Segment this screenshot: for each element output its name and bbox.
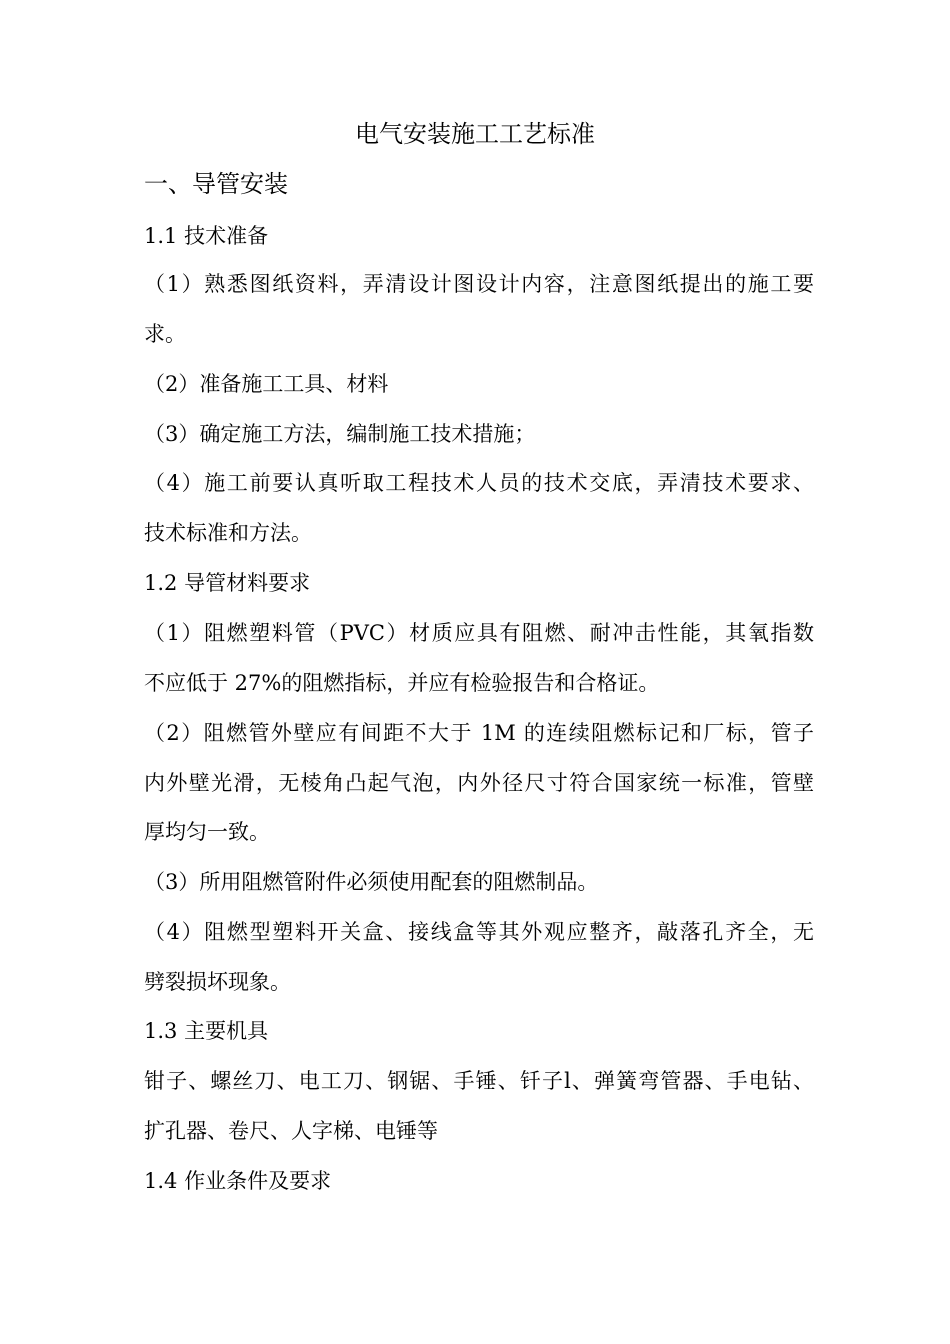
paragraph-line: 求。 (144, 322, 186, 346)
paragraph-line: 内外壁光滑，无棱角凸起气泡，内外径尺寸符合国家统一标准，管壁 (144, 771, 814, 795)
subsection-heading: 1.3 主要机具 (144, 1019, 269, 1043)
subsection-heading: 1.1 技术准备 (144, 224, 269, 248)
paragraph-line: （2）阻燃管外壁应有间距不大于 1M 的连续阻燃标记和厂标，管子 (144, 721, 814, 745)
paragraph-line: 厚均匀一致。 (144, 820, 270, 844)
paragraph-line: （3）确定施工方法，编制施工技术措施； (144, 422, 536, 446)
paragraph-line: （1）熟悉图纸资料，弄清设计图设计内容，注意图纸提出的施工要 (144, 272, 814, 296)
section-heading: 一、导管安装 (144, 170, 288, 198)
paragraph-line: （3）所用阻燃管附件必须使用配套的阻燃制品。 (144, 870, 599, 894)
paragraph-line: （4）阻燃型塑料开关盒、接线盒等其外观应整齐，敲落孔齐全，无 (144, 920, 814, 944)
paragraph-line: （2）准备施工工具、材料 (144, 372, 389, 396)
paragraph-line: 不应低于 27%的阻燃指标，并应有检验报告和合格证。 (144, 671, 660, 695)
subsection-heading: 1.2 导管材料要求 (144, 571, 311, 595)
paragraph-line: （4）施工前要认真听取工程技术人员的技术交底，弄清技术要求、 (144, 471, 814, 495)
paragraph-line: 劈裂损坏现象。 (144, 970, 291, 994)
paragraph-line: 扩孔器、卷尺、人字梯、电锤等 (144, 1119, 438, 1143)
paragraph-line: 钳子、螺丝刀、电工刀、钢锯、手锤、钎子l、弹簧弯管器、手电钻、 (144, 1069, 814, 1093)
paragraph-line: 技术标准和方法。 (144, 521, 312, 545)
document-title: 电气安装施工工艺标准 (355, 120, 595, 148)
paragraph-line: （1）阻燃塑料管（PVC）材质应具有阻燃、耐冲击性能，其氧指数 (144, 621, 814, 645)
subsection-heading: 1.4 作业条件及要求 (144, 1169, 332, 1193)
